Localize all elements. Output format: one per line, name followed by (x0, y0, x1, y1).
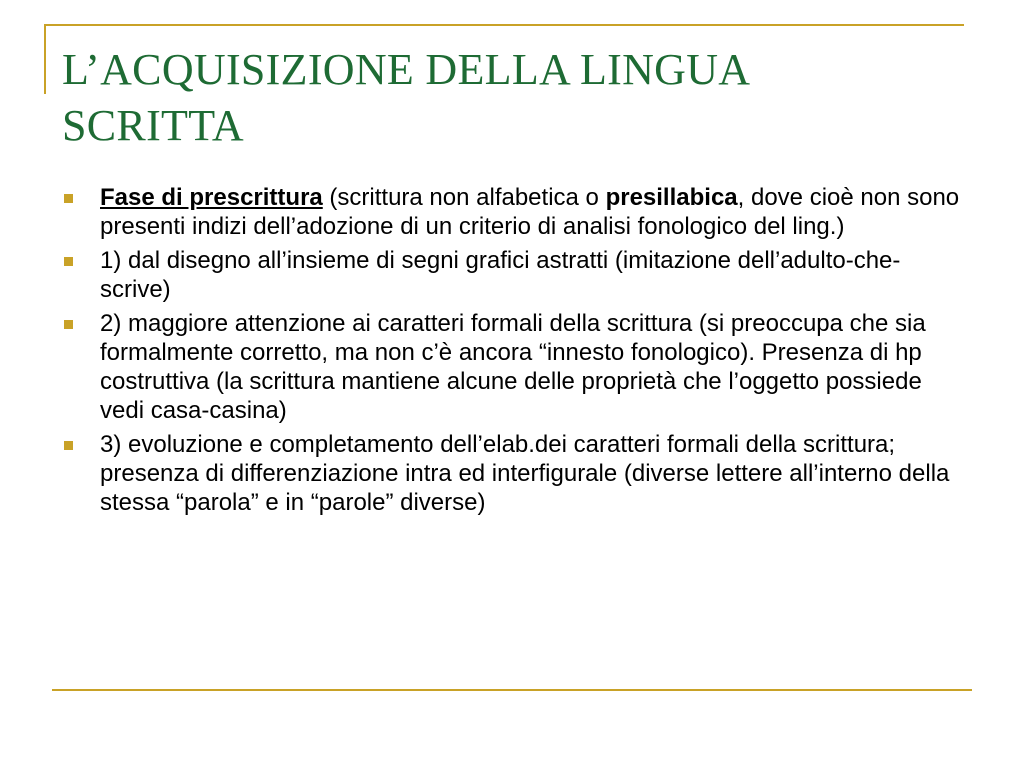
square-bullet-icon (64, 320, 73, 329)
bullet-list (62, 183, 962, 522)
left-accent-line (44, 24, 46, 94)
bullet-1-text-b: , dove cioè non sono presenti indizi dell’adozione di un criterio di analisi fonologico del ling.) (100, 184, 960, 240)
slide-title-line-1: L’ACQUISIZIONE DELLA LINGUA (62, 45, 751, 94)
bullet-1-lead: Fase di prescrittura (100, 184, 323, 211)
bullet-item-3 (62, 309, 962, 425)
bullet-item-4 (62, 430, 962, 517)
bullet-item-2 (62, 246, 962, 304)
bullet-1-bold-word: presillabica (605, 184, 738, 211)
bullet-1-text-a: (scrittura non alfabetica o (322, 184, 606, 211)
bottom-accent-line (52, 689, 972, 691)
bullet-4-text: 3) evoluzione e completamento dell’elab.dei caratteri formali della scrittura; presenza di differenziazione intra ed interfigurale (diverse lettere all’interno della stessa “parola” e in “parole” diverse) (100, 431, 950, 516)
bullet-3-text: 2) maggiore attenzione ai caratteri formali della scrittura (si preoccupa che sia formalmente corretto, ma non c’è ancora “innesto fonologico). Presenza di hp costruttiva (la scrittura mantiene alcune delle proprietà che l’oggetto possiede vedi casa-casina) (100, 310, 926, 424)
bullet-2-text: 1) dal disegno all’insieme di segni grafici astratti (imitazione dell’adulto-che-scrive) (100, 247, 901, 303)
bullet-item-1 (62, 183, 962, 241)
slide-title (62, 42, 942, 154)
square-bullet-icon (64, 441, 73, 450)
square-bullet-icon (64, 194, 73, 203)
slide-title-line-2: SCRITTA (62, 101, 244, 150)
top-accent-line (44, 24, 964, 26)
square-bullet-icon (64, 257, 73, 266)
